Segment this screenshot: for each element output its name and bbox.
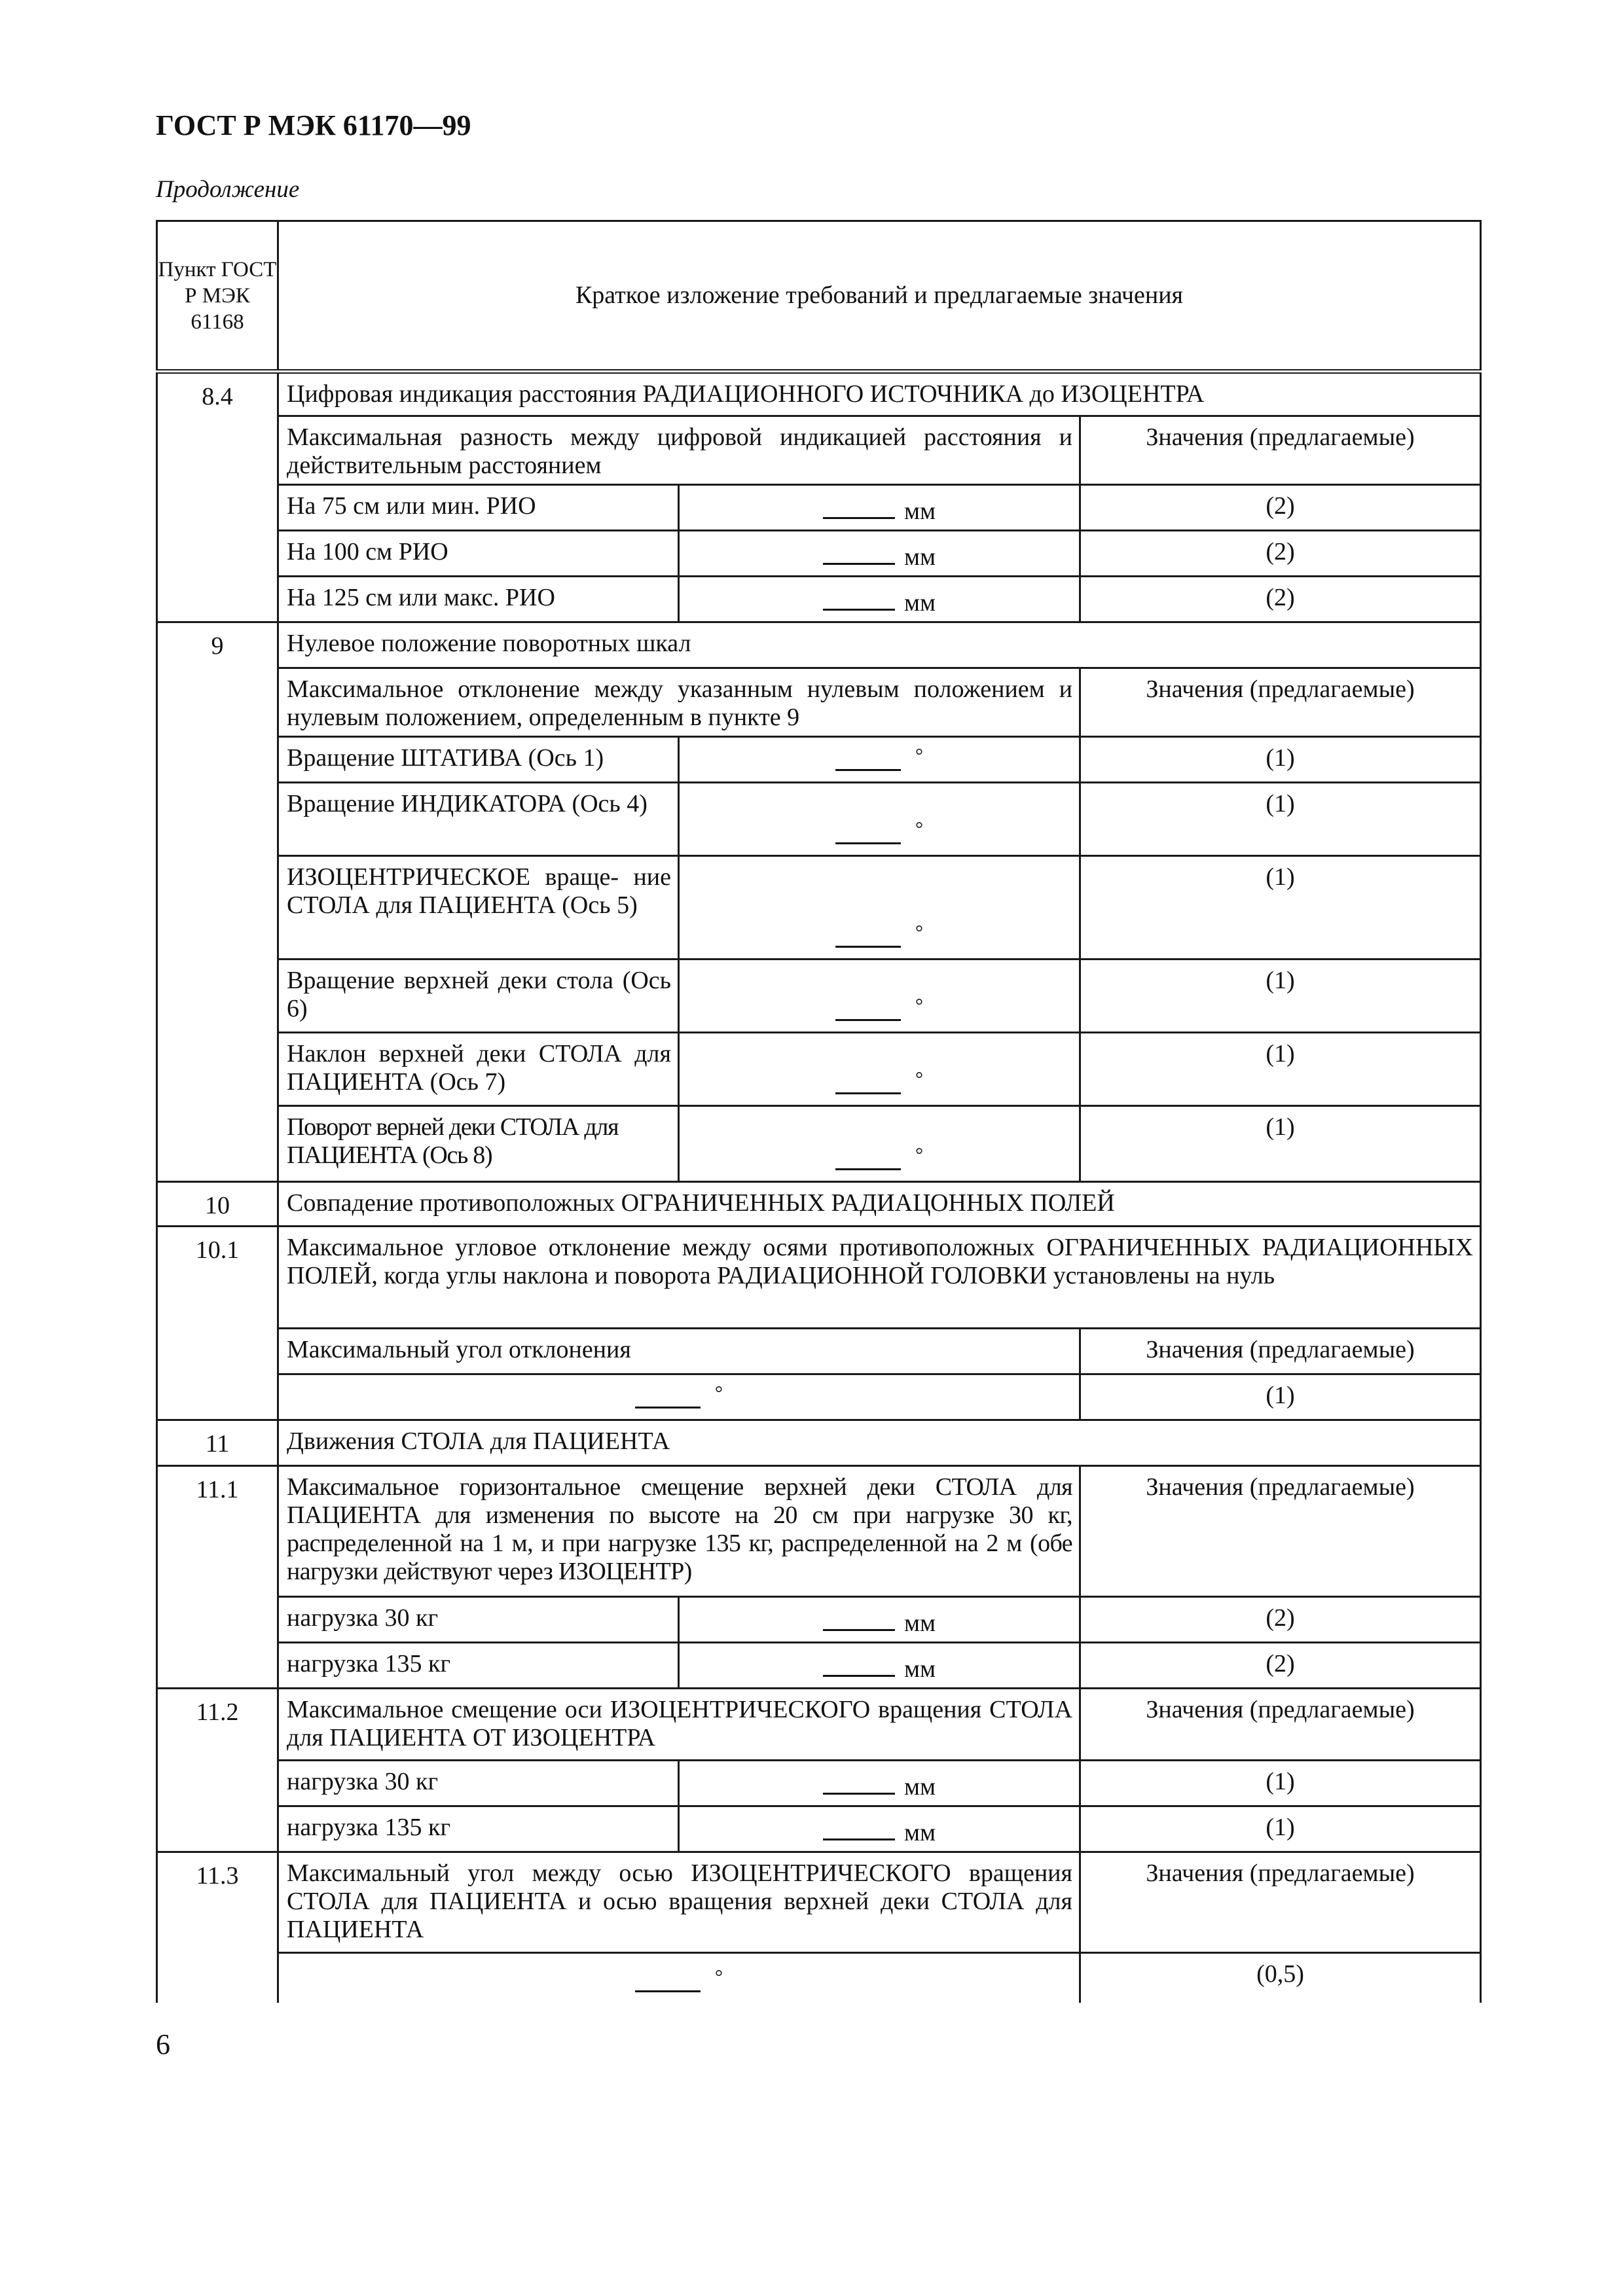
blank-line (823, 497, 895, 519)
section-title: Нулевое положение поворотных шкал (278, 622, 1481, 668)
proposed-value: (1) (1080, 1033, 1481, 1106)
blank-line (823, 543, 895, 565)
row-label: Вращение ИНДИКАТОРА (Ось 4) (278, 783, 679, 856)
row-label: нагрузка 135 кг (278, 1643, 679, 1689)
proposed-values-header: Значения (предлагаемые) (1080, 1466, 1481, 1597)
row-label: нагрузка 30 кг (278, 1761, 679, 1806)
row-label: Наклон верхней деки СТОЛА для ПАЦИЕНТА (Ось 7) (278, 1033, 679, 1106)
row-label: Вращение ШТАТИВА (Ось 1) (278, 737, 679, 783)
value-entry-deg: ° (679, 783, 1080, 856)
proposed-value: (1) (1080, 1806, 1481, 1852)
value-entry-deg: ° (278, 1953, 1080, 2003)
proposed-value: (1) (1080, 1374, 1481, 1420)
proposed-value: (1) (1080, 960, 1481, 1033)
row-label: На 125 см или макс. РИО (278, 577, 679, 622)
blank-line (835, 926, 901, 948)
row-label: На 100 см РИО (278, 531, 679, 577)
blank-line (635, 1971, 701, 1992)
proposed-value: (1) (1080, 737, 1481, 783)
value-entry-mm: мм (679, 1761, 1080, 1806)
value-entry-deg: ° (679, 960, 1080, 1033)
proposed-value: (1) (1080, 783, 1481, 856)
blank-line (823, 1773, 895, 1795)
blank-line (835, 823, 901, 844)
clause-number: 10.1 (157, 1227, 278, 1329)
proposed-values-header: Значения (предлагаемые) (1080, 668, 1481, 737)
row-label: ИЗОЦЕНТРИЧЕСКОЕ враще- ние СТОЛА для ПАЦИЕНТА (Ось 5) (278, 856, 679, 960)
clause-number: 11 (157, 1420, 278, 1466)
blank-line (823, 1819, 895, 1840)
value-entry-deg: ° (679, 737, 1080, 783)
value-entry-mm: мм (679, 531, 1080, 577)
proposed-value: (1) (1080, 1106, 1481, 1182)
value-entry-deg: ° (679, 1106, 1080, 1182)
row-label: Вращение верхней деки стола (Ось 6) (278, 960, 679, 1033)
proposed-value: (2) (1080, 485, 1481, 531)
blank-line (835, 999, 901, 1021)
section-title: Движения СТОЛА для ПАЦИЕНТА (278, 1420, 1481, 1466)
proposed-value: (2) (1080, 531, 1481, 577)
blank-line (635, 1387, 701, 1408)
section-title: Цифровая индикация расстояния РАДИАЦИОННОГО ИСТОЧНИКА до ИЗОЦЕНТРА (278, 372, 1481, 416)
clause-number: 11.3 (157, 1852, 278, 1953)
page-number: 6 (156, 2028, 170, 2060)
section-description: Максимальное отклонение между указанным нулевым положением и нулевым положением, определенным в пункте 9 (278, 668, 1080, 737)
blank-line (823, 589, 895, 611)
value-entry-mm: мм (679, 1597, 1080, 1643)
col-header-summary: Краткое изложение требований и предлагаемые значения (278, 221, 1481, 372)
section-description: Максимальное угловое отклонение между осями противоположных ОГРАНИЧЕННЫХ РАДИАЦИОННЫХ ПОЛЕЙ, когда углы наклона и поворота РАДИАЦИОННОЙ ГОЛОВКИ установлены на нуль (278, 1227, 1481, 1329)
blank-line (835, 1149, 901, 1170)
proposed-value: (1) (1080, 1761, 1481, 1806)
section-title: Совпадение противоположных ОГРАНИЧЕННЫХ РАДИАЦОННЫХ ПОЛЕЙ (278, 1182, 1481, 1227)
value-entry-mm: мм (679, 485, 1080, 531)
row-label: нагрузка 135 кг (278, 1806, 679, 1852)
proposed-value: (2) (1080, 577, 1481, 622)
col-header-clause: Пункт ГОСТ Р МЭК 61168 (157, 221, 278, 372)
clause-number: 11.2 (157, 1689, 278, 1761)
sub-label: Максимальный угол отклонения (278, 1329, 1080, 1374)
continuation-label: Продолжение (156, 176, 300, 203)
clause-number: 9 (157, 622, 278, 668)
blank-line (823, 1609, 895, 1631)
proposed-values-header: Значения (предлагаемые) (1080, 1329, 1481, 1374)
value-entry-deg: ° (278, 1374, 1080, 1420)
section-description: Максимальная разность между цифровой индикацией расстояния и действительным расстоянием (278, 416, 1080, 485)
section-description: Максимальное горизонтальное смещение верхней деки СТОЛА для ПАЦИЕНТА для изменения по высоте на 20 см при нагрузке 30 кг, распределенной на 1 м, и при нагрузке 135 кг, распределенной на 2 м (обе нагрузки действуют через ИЗОЦЕНТР) (278, 1466, 1080, 1597)
value-entry-mm: мм (679, 1643, 1080, 1689)
section-description: Максимальное смещение оси ИЗОЦЕНТРИЧЕСКОГО вращения СТОЛА для ПАЦИЕНТА ОТ ИЗОЦЕНТРА (278, 1689, 1080, 1761)
blank-line (823, 1655, 895, 1677)
proposed-value: (2) (1080, 1643, 1481, 1689)
value-entry-mm: мм (679, 1806, 1080, 1852)
row-label: нагрузка 30 кг (278, 1597, 679, 1643)
proposed-value: (1) (1080, 856, 1481, 960)
proposed-values-header: Значения (предлагаемые) (1080, 416, 1481, 485)
clause-number: 10 (157, 1182, 278, 1227)
proposed-values-header: Значения (предлагаемые) (1080, 1689, 1481, 1761)
section-description: Максимальный угол между осью ИЗОЦЕНТРИЧЕСКОГО вращения СТОЛА для ПАЦИЕНТА и осью вращения верхней деки СТОЛА для ПАЦИЕНТА (278, 1852, 1080, 1953)
row-label: Поворот верней деки СТОЛА для ПАЦИЕНТА (Ось 8) (278, 1106, 679, 1182)
proposed-values-header: Значения (предлагаемые) (1080, 1852, 1481, 1953)
requirements-table (156, 220, 1482, 2003)
proposed-value: (0,5) (1080, 1953, 1481, 2003)
value-entry-deg: ° (679, 1033, 1080, 1106)
clause-number: 11.1 (157, 1466, 278, 1597)
value-entry-mm: мм (679, 577, 1080, 622)
proposed-value: (2) (1080, 1597, 1481, 1643)
blank-line (835, 749, 901, 771)
blank-line (835, 1073, 901, 1094)
document-header: ГОСТ Р МЭК 61170—99 (156, 109, 471, 141)
row-label: На 75 см или мин. РИО (278, 485, 679, 531)
clause-number: 8.4 (157, 372, 278, 416)
value-entry-deg: ° (679, 856, 1080, 960)
